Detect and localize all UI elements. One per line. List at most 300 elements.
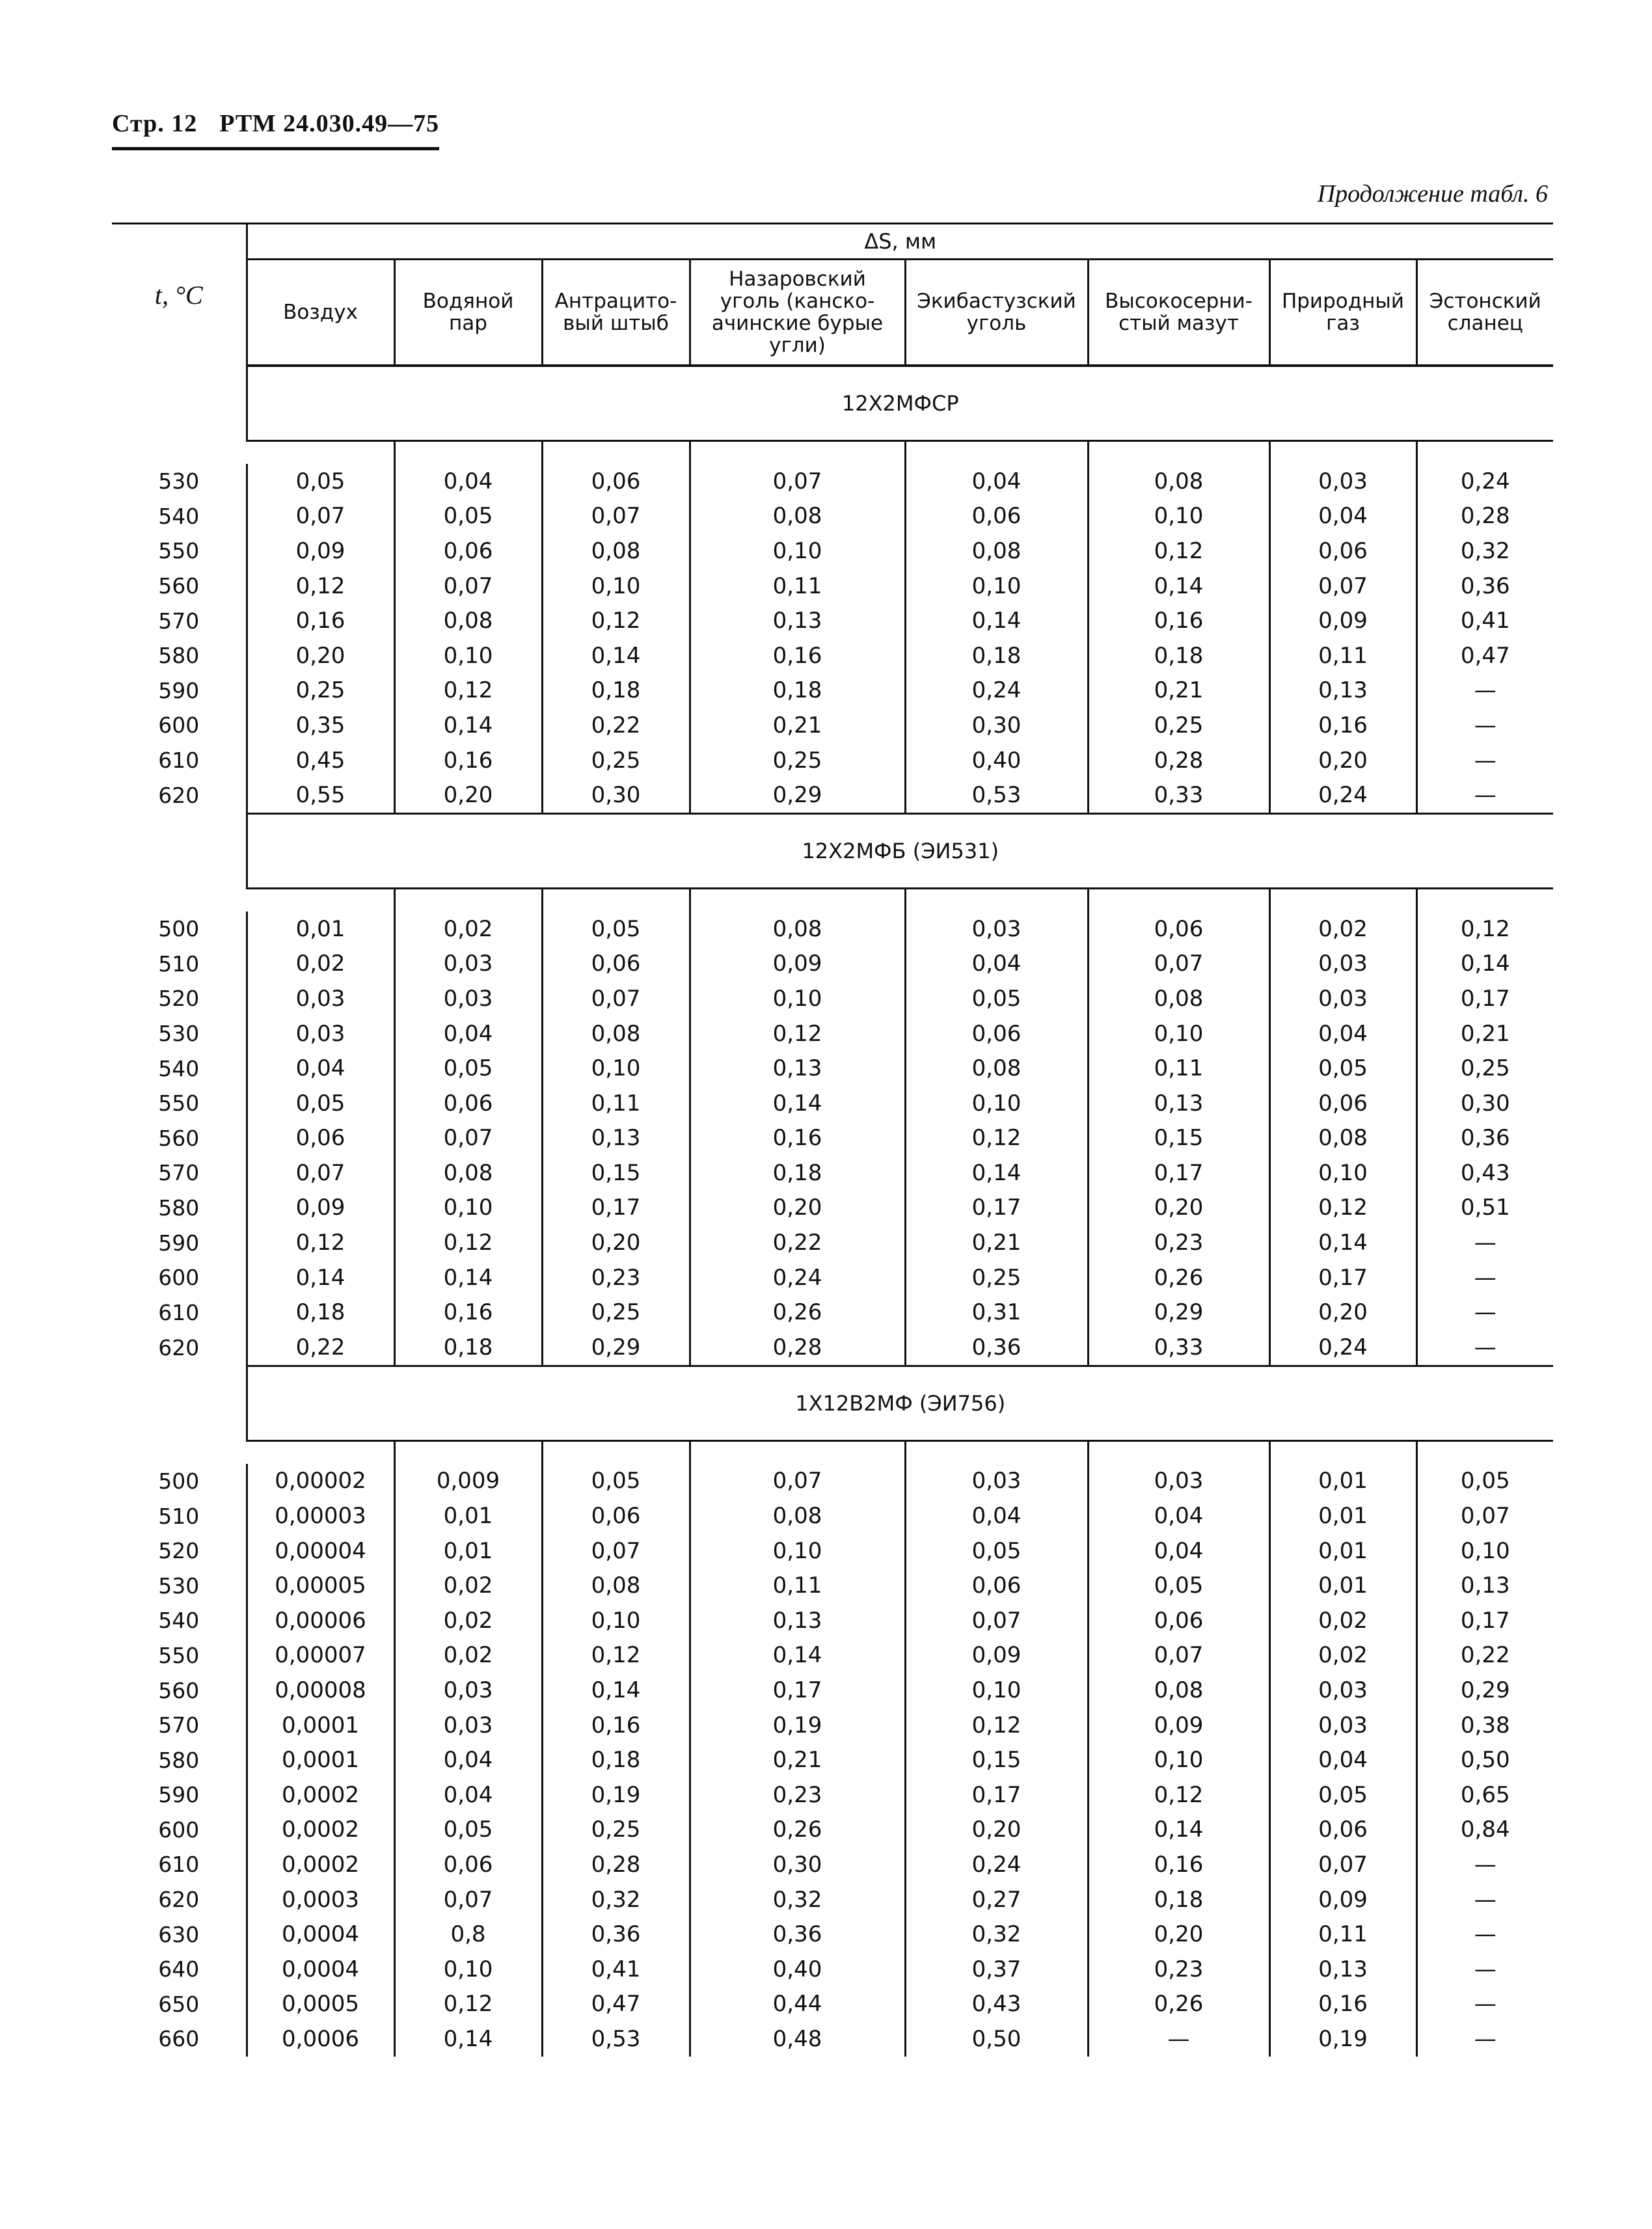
temperature-cell: 560 [158,1125,200,1151]
value-cell: 0,47 [1460,642,1510,669]
value-cell: 0,04 [905,1498,1088,1533]
value-cell: 0,02 [394,1603,542,1638]
table-row [112,743,1553,778]
value-cell: 0,26 [1088,1260,1269,1295]
temperature-cell: 560 [158,573,200,599]
value-cell: 0,22 [542,708,690,743]
value-cell: 0,13 [1269,673,1416,709]
value-cell: 0,08 [394,603,542,638]
temperature-cell: 660 [158,2026,200,2052]
value-cell: 0,05 [247,1086,394,1121]
temperature-cell: 590 [158,1230,200,1256]
value-cell: 0,09 [1269,603,1416,638]
steel-title-row [112,366,1553,441]
value-cell: 0,06 [905,1568,1088,1603]
value-cell: 0,05 [394,1813,542,1848]
table-row [112,1260,1553,1295]
value-cell: 0,16 [542,1708,690,1743]
temperature-cell: 570 [158,1160,200,1186]
value-cell: 0,20 [542,1225,690,1260]
value-cell: 0,14 [1088,569,1269,604]
value-cell: 0,53 [542,2021,690,2057]
gap-cell [690,888,905,912]
value-cell: 0,04 [247,1051,394,1086]
value-cell: 0,20 [1088,1191,1269,1226]
value-cell: 0,24 [905,1847,1088,1882]
table-row [112,2021,1553,2057]
blank-cell [112,815,247,889]
value-cell: 0,14 [690,1638,905,1673]
value-cell: 0,07 [247,499,394,534]
value-cell: 0,25 [542,1295,690,1330]
value-cell: 0,14 [905,603,1088,638]
value-cell: 0,24 [1269,1330,1416,1366]
value-cell: — [1474,1334,1496,1360]
value-cell: 0,18 [905,638,1088,673]
table-row [112,569,1553,604]
value-cell: 0,10 [542,1051,690,1086]
value-cell: 0,08 [690,499,905,534]
steel-title-row [112,815,1553,889]
value-cell: 0,25 [905,1260,1088,1295]
value-cell: 0,51 [1460,1195,1510,1221]
value-cell: 0,11 [542,1086,690,1121]
temperature-cell: 600 [158,1817,200,1843]
value-cell: 0,33 [1088,1330,1269,1366]
table-row [112,1498,1553,1533]
section-gap [112,888,1553,912]
gap-cell [247,888,394,912]
steel-title-row [112,1367,1553,1441]
table-row [112,912,1553,947]
value-cell: 0,25 [1460,1055,1510,1082]
gap-cell [1269,888,1416,912]
value-cell: 0,09 [1269,1882,1416,1917]
value-cell: 0,05 [1269,1051,1416,1086]
document-code: РТМ 24.030.49—75 [219,110,440,137]
temperature-cell: 580 [158,643,200,669]
value-cell: 0,29 [690,777,905,813]
temperature-cell: 590 [158,677,200,703]
gap-cell [542,888,690,912]
value-cell: 0,12 [1460,915,1510,942]
value-cell: 0,24 [905,673,1088,709]
value-cell: 0,65 [1460,1781,1510,1808]
table-row [112,603,1553,638]
value-cell: 0,04 [394,1016,542,1051]
temperature-cell: 520 [158,986,200,1012]
table-row [112,1847,1553,1882]
table-row [112,1016,1553,1051]
value-cell: 0,06 [394,1086,542,1121]
value-cell: 0,03 [1088,1464,1269,1499]
value-cell: 0,10 [542,1603,690,1638]
value-cell: 0,08 [542,534,690,569]
value-cell: 0,27 [905,1882,1088,1917]
gap-cell [112,888,247,912]
table-row [112,1533,1553,1569]
value-cell: 0,06 [394,534,542,569]
table-row [112,1882,1553,1917]
value-cell: 0,28 [542,1847,690,1882]
value-cell: 0,18 [1088,638,1269,673]
value-cell: 0,31 [905,1295,1088,1330]
value-cell: 0,30 [905,708,1088,743]
gap-cell [1416,1440,1553,1464]
value-cell: 0,48 [690,2021,905,2057]
delta-s-header: ΔS, мм [247,224,1553,260]
value-cell: 0,07 [1269,569,1416,604]
value-cell: 0,23 [690,1777,905,1813]
gap-cell [1088,441,1269,465]
temperature-cell: 630 [158,1921,200,1947]
value-cell: 0,04 [905,947,1088,982]
table-row [112,1121,1553,1156]
value-cell: 0,50 [905,2021,1088,2057]
value-cell: 0,36 [1460,1125,1510,1152]
value-cell: 0,29 [542,1330,690,1366]
value-cell: 0,07 [690,464,905,499]
value-cell: 0,22 [690,1225,905,1260]
value-cell: 0,12 [1269,1191,1416,1226]
table-row [112,1603,1553,1638]
value-cell: 0,01 [1269,1568,1416,1603]
temperature-cell: 530 [158,468,200,494]
value-cell: 0,43 [1460,1159,1510,1186]
gap-cell [542,441,690,465]
value-cell: 0,05 [394,1051,542,1086]
value-cell: 0,16 [1088,1847,1269,1882]
value-cell: 0,18 [394,1330,542,1366]
gap-cell [1416,441,1553,465]
value-cell: 0,03 [247,981,394,1016]
value-cell: 0,02 [1269,912,1416,947]
value-cell: 0,21 [690,708,905,743]
value-cell: 0,13 [1269,1952,1416,1987]
value-cell: — [1474,677,1496,704]
table-row [112,1708,1553,1743]
temperature-cell: 650 [158,1991,200,2017]
value-cell: 0,07 [905,1603,1088,1638]
value-cell: 0,14 [394,708,542,743]
value-cell: 0,17 [542,1191,690,1226]
table-row [112,673,1553,709]
value-cell: 0,0001 [247,1742,394,1777]
value-cell: 0,32 [905,1917,1088,1952]
value-cell: 0,17 [1460,1607,1510,1634]
column-header-row [112,260,1553,366]
table-row [112,1225,1553,1260]
value-cell: 0,17 [1088,1155,1269,1191]
value-cell: 0,02 [394,1638,542,1673]
value-cell: 0,05 [1460,1468,1510,1494]
value-cell: 0,12 [542,603,690,638]
gap-cell [1269,1440,1416,1464]
value-cell: 0,05 [542,912,690,947]
gap-cell [905,888,1088,912]
value-cell: 0,36 [1460,573,1510,599]
value-cell: 0,37 [905,1952,1088,1987]
value-cell: — [1474,1921,1496,1948]
value-cell: 0,21 [690,1742,905,1777]
value-cell: 0,04 [905,464,1088,499]
value-cell: 0,06 [1088,1603,1269,1638]
value-cell: 0,01 [1269,1498,1416,1533]
value-cell: 0,03 [247,1016,394,1051]
value-cell: 0,04 [1269,1742,1416,1777]
value-cell: 0,10 [905,1673,1088,1708]
gap-cell [394,1440,542,1464]
value-cell: 0,05 [394,499,542,534]
value-cell: 0,0002 [247,1813,394,1848]
value-cell: 0,12 [394,673,542,709]
gap-cell [394,888,542,912]
table-row [112,1464,1553,1499]
value-cell: 0,14 [1088,1813,1269,1848]
value-cell: 0,04 [394,1742,542,1777]
value-cell: 0,32 [1460,537,1510,564]
value-cell: 0,04 [1269,499,1416,534]
value-cell: 0,53 [905,777,1088,813]
value-cell: 0,01 [1269,1533,1416,1569]
value-cell: 0,11 [690,569,905,604]
value-cell: 0,08 [394,1155,542,1191]
value-cell: 0,20 [690,1191,905,1226]
value-cell: 0,06 [542,464,690,499]
value-cell: 0,10 [1460,1537,1510,1564]
table-row [112,1777,1553,1813]
temperature-cell: 610 [158,1299,200,1325]
value-cell: 0,16 [394,1295,542,1330]
value-cell: 0,14 [394,2021,542,2057]
value-cell: 0,33 [1088,777,1269,813]
value-cell: 0,00002 [247,1464,394,1499]
value-cell: 0,45 [247,743,394,778]
gap-cell [690,441,905,465]
table-row [112,1330,1553,1366]
value-cell: 0,07 [690,1464,905,1499]
value-cell: 0,23 [1088,1225,1269,1260]
value-cell: — [1474,712,1496,738]
value-cell: 0,11 [1088,1051,1269,1086]
table-row [112,1952,1553,1987]
value-cell: 0,03 [1269,464,1416,499]
value-cell: 0,17 [905,1777,1088,1813]
value-cell: 0,06 [247,1121,394,1156]
value-cell: 0,18 [247,1295,394,1330]
value-cell: 0,0002 [247,1847,394,1882]
value-cell: 0,84 [1460,1817,1510,1843]
value-cell: 0,14 [542,1673,690,1708]
table-row [112,1917,1553,1952]
value-cell: 0,06 [542,947,690,982]
table-row [112,708,1553,743]
gap-cell [905,1440,1088,1464]
value-cell: 0,05 [1088,1568,1269,1603]
value-cell: 0,40 [905,743,1088,778]
value-cell: 0,30 [1460,1090,1510,1116]
value-cell: 0,18 [690,1155,905,1191]
value-cell: 0,28 [690,1330,905,1366]
value-cell: 0,03 [394,981,542,1016]
value-cell: 0,23 [1088,1952,1269,1987]
page-header [112,109,439,150]
value-cell: — [1474,2025,1496,2052]
value-cell: 0,07 [394,569,542,604]
gap-cell [1416,888,1553,912]
value-cell: 0,08 [690,912,905,947]
temperature-cell: 610 [158,1852,200,1878]
value-cell: 0,09 [690,947,905,982]
value-cell: 0,14 [247,1260,394,1295]
temperature-cell: 580 [158,1195,200,1221]
value-cell: 0,05 [1269,1777,1416,1813]
value-cell: 0,20 [1269,743,1416,778]
value-cell: 0,20 [394,777,542,813]
value-cell: 0,21 [1460,1020,1510,1047]
value-cell: 0,25 [542,1813,690,1848]
table-row [112,947,1553,982]
blank-cell [112,366,247,441]
value-cell: 0,8 [394,1917,542,1952]
value-cell: 0,01 [247,912,394,947]
value-cell: 0,07 [1088,947,1269,982]
temperature-cell: 570 [158,608,200,634]
value-cell: 0,10 [690,981,905,1016]
value-cell: 0,12 [1088,534,1269,569]
value-cell: 0,06 [1088,912,1269,947]
temperature-cell: 560 [158,1677,200,1703]
value-cell: 0,26 [690,1813,905,1848]
value-cell: 0,13 [690,603,905,638]
value-cell: 0,19 [1269,2021,1416,2057]
value-cell: 0,36 [905,1330,1088,1366]
value-cell: 0,12 [542,1638,690,1673]
value-cell: 0,25 [1088,708,1269,743]
table-row [112,1638,1553,1673]
gap-cell [247,1440,394,1464]
column-header: Экибастузский уголь [905,260,1088,366]
value-cell: 0,00007 [247,1638,394,1673]
value-cell: 0,03 [1269,1708,1416,1743]
value-cell: 0,16 [1269,708,1416,743]
value-cell: 0,13 [690,1051,905,1086]
value-cell: 0,13 [690,1603,905,1638]
value-cell: 0,06 [394,1847,542,1882]
value-cell: 0,25 [542,743,690,778]
value-cell: 0,03 [394,1708,542,1743]
temperature-cell: 610 [158,748,200,774]
value-cell: 0,10 [690,1533,905,1569]
gap-cell [690,1440,905,1464]
value-cell: 0,44 [690,1987,905,2022]
value-cell: — [1474,782,1496,809]
value-cell: 0,02 [1269,1603,1416,1638]
value-cell: 0,03 [1269,947,1416,982]
value-cell: 0,24 [1460,468,1510,494]
value-cell: 0,00006 [247,1603,394,1638]
value-cell: 0,06 [1269,534,1416,569]
value-cell: 0,10 [1088,499,1269,534]
value-cell: 0,40 [690,1952,905,1987]
value-cell: — [1474,1264,1496,1291]
value-cell: 0,25 [690,743,905,778]
value-cell: 0,10 [690,534,905,569]
value-cell: 0,20 [1269,1295,1416,1330]
gap-cell [905,441,1088,465]
temperature-cell: 550 [158,1642,200,1668]
value-cell: 0,04 [1088,1498,1269,1533]
value-cell: 0,00003 [247,1498,394,1533]
value-cell: 0,15 [542,1155,690,1191]
steel-name: 12Х2МФСР [247,366,1553,441]
temperature-cell: 540 [158,1055,200,1081]
gap-cell [1088,888,1269,912]
value-cell: 0,00004 [247,1533,394,1569]
value-cell: 0,04 [1088,1533,1269,1569]
column-header: Высокосерни- стый мазут [1088,260,1269,366]
table-row [112,464,1553,499]
gap-cell [112,441,247,465]
value-cell: 0,07 [542,1533,690,1569]
value-cell: 0,29 [1088,1295,1269,1330]
section-gap [112,1440,1553,1464]
table-row [112,1742,1553,1777]
temperature-header-label: t, °C [154,280,203,310]
temperature-cell: 570 [158,1712,200,1738]
value-cell: 0,03 [394,1673,542,1708]
value-cell: 0,07 [394,1121,542,1156]
value-cell: 0,07 [394,1882,542,1917]
table-row [112,1155,1553,1191]
value-cell: 0,11 [690,1568,905,1603]
value-cell: 0,26 [1088,1987,1269,2022]
temperature-cell: 620 [158,783,200,809]
temperature-cell: 520 [158,1538,200,1564]
value-cell: 0,15 [905,1742,1088,1777]
value-cell: 0,28 [1088,743,1269,778]
value-cell: 0,12 [1088,1777,1269,1813]
value-cell: 0,07 [542,499,690,534]
table-row [112,981,1553,1016]
value-cell: — [1474,1991,1496,2018]
value-cell: 0,10 [394,638,542,673]
value-cell: 0,02 [394,912,542,947]
value-cell: 0,16 [247,603,394,638]
value-cell: 0,09 [247,534,394,569]
table-row [112,499,1553,534]
value-cell: 0,14 [1269,1225,1416,1260]
value-cell: 0,25 [247,673,394,709]
value-cell: 0,12 [905,1708,1088,1743]
value-cell: 0,36 [542,1917,690,1952]
value-cell: 0,05 [247,464,394,499]
value-cell: 0,01 [394,1498,542,1533]
value-cell: 0,04 [394,464,542,499]
temperature-cell: 620 [158,1887,200,1913]
value-cell: 0,03 [905,1464,1088,1499]
value-cell: 0,21 [1088,673,1269,709]
section-gap [112,441,1553,465]
value-cell: 0,07 [1088,1638,1269,1673]
steel-name: 1Х12В2МФ (ЭИ756) [247,1367,1553,1441]
column-header: Антрацито- вый штыб [542,260,690,366]
gap-cell [112,1440,247,1464]
value-cell: 0,06 [1269,1086,1416,1121]
value-cell: 0,10 [1088,1742,1269,1777]
value-cell: 0,13 [1460,1573,1510,1599]
value-cell: 0,0001 [247,1708,394,1743]
